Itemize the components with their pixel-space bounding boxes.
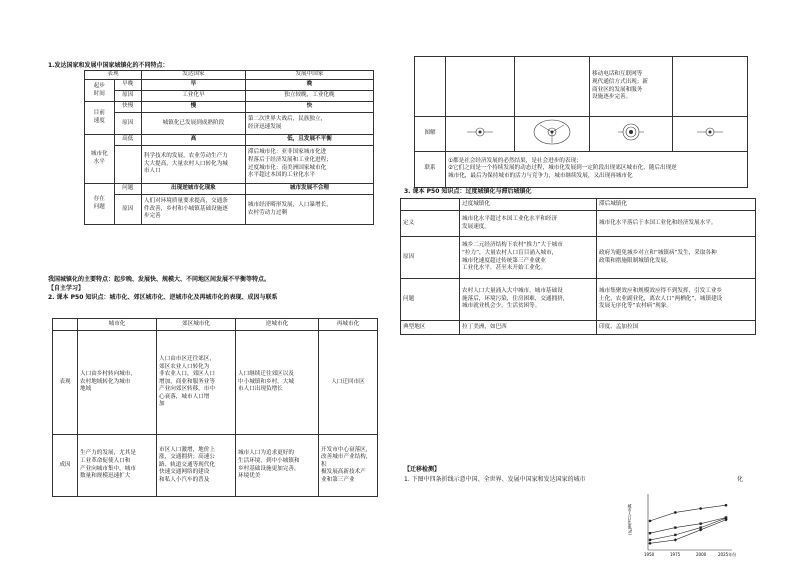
x-tick-label: 1975 (670, 552, 681, 557)
cell (114, 146, 141, 184)
cell: 人口由乡村转向城市， 农村地域转化为城市 地域 (78, 331, 157, 435)
sub-label: 原因 (114, 195, 141, 225)
row-label: 定义 (401, 211, 460, 237)
data-point (699, 507, 702, 510)
data-point (699, 522, 701, 524)
cell: 农村人口大量涌入大中城市，城市基础设 施落后，环境污染，住房困难，交通拥挤， 城市就业机会少，生活贫困等。 (460, 279, 597, 321)
data-point (674, 511, 677, 514)
data-point (649, 539, 651, 541)
x-tick-label: 2000 (696, 552, 707, 557)
urbanization-stages-table (52, 318, 378, 497)
question-text: 1. 下图中四条折线示意中国、全世界、发展中国家和发达国家的城市 (404, 476, 586, 483)
data-point (649, 532, 651, 534)
cell: 快 (245, 102, 373, 113)
cell: 拉丁美洲，如巴西 (460, 321, 597, 335)
row-label: 原因 (401, 237, 460, 279)
suburbanization-diagram-icon (530, 117, 574, 147)
header-cell: 过度城镇化 (460, 199, 597, 211)
cell: 慢 (141, 102, 245, 113)
series-line (650, 518, 726, 534)
cell: 低，且发展不平衡 (245, 135, 373, 146)
cell: 生产力的发展，尤其是 工业革命促使人口和 产业向城市集中，城市 数量和规模迅速扩大 (78, 435, 157, 497)
diagram-cell (673, 117, 748, 152)
corner-cell (53, 319, 78, 331)
header-cell: 郊区城市化 (157, 319, 236, 331)
header-cell: 发达国家 (141, 71, 245, 80)
header-cell: 表现 (85, 71, 142, 80)
cell: 政府为避免城乡对立和“城镇病”发生，采取各种 政策和措施限制城镇化发展。 (597, 237, 756, 279)
self-study-label: 【自主学习】 (48, 285, 85, 292)
cell: 城市化水平超过本国工业化水平和经济 发展速度。 (460, 211, 597, 237)
cell: 人口由市区迁往郊区， 郊区农业人口转化为 非农业人口，郊区人口 增加，商业和服务业等 产业向郊区转移，市中 心衰落，城市人口增 加 (157, 331, 236, 435)
header-cell: 逆城市化 (236, 319, 319, 331)
developed-vs-developing-table (84, 70, 374, 225)
row-label: 起步 时间 (85, 80, 115, 102)
reurbanization-diagram-icon (695, 122, 725, 142)
urbanization-diagram-icon (465, 122, 495, 142)
cell: 第二次世界大战后，民族独立， 经济迅速发展 (245, 113, 373, 135)
data-point (725, 504, 728, 507)
urbanization-line-chart (622, 488, 738, 558)
cell: 人口迁回市区 (319, 331, 378, 435)
data-point (674, 538, 677, 541)
over-under-urbanization-table (400, 198, 756, 335)
cell: 开发市中心衰落区， 改善城市产业结构，积 极发展高新技术产 业和第三产业 (319, 435, 378, 497)
header-cell: 城市化 (78, 319, 157, 331)
cell: 印度、孟加拉国 (597, 321, 756, 335)
diagram-cell (446, 117, 515, 152)
corner-cell (401, 199, 460, 211)
cell (515, 57, 590, 117)
row-label: 图解 (415, 117, 446, 152)
cell: 晚 (245, 80, 373, 91)
header-cell: 再城市化 (319, 319, 378, 331)
row-label: 表现 (53, 331, 78, 435)
cell: 人口继续迁往郊区以及 中小城镇和乡村，大城 市人口出现负增长 (236, 331, 319, 435)
sub-label: 问题 (114, 184, 141, 195)
row-label: 典型地区 (401, 321, 460, 335)
question-tail: 化 (737, 476, 744, 483)
cell: 出现逆城市化现象 (141, 184, 245, 195)
cell: 城市发展不合理 (245, 184, 373, 195)
cell: 城市人口为追求更好的 生活环境，到中小城镇和 乡村基础设施更加完善， 环境优美 (236, 435, 319, 497)
data-point (649, 520, 652, 523)
sub-label: 原因 (114, 113, 141, 135)
urbanization-relation-table (414, 56, 748, 188)
heading-1: 1.发达国家和发展中国家城镇化的不同特点： (48, 62, 169, 69)
row-label: 城市化 水平 (85, 135, 115, 184)
cell: 人们对环境质量要求提高，交通条 件改善，乡村和小城镇基础设施逐 步完善 (141, 195, 245, 225)
cell: 城市集聚效应和规模效应得不到发挥，引发工业乡 土化，农业副业化，离农人口“两栖化”，城镇建设 发展无序化等“农村病”现象。 (597, 279, 756, 321)
row-label: 联系 (415, 151, 446, 187)
practice-label: 【迁移检测】 (404, 466, 441, 473)
y-axis-label: 城市人口比重(%) (627, 504, 633, 535)
heading-3: 3. 课本 P50 知识点：过度城镇化与滞后城镇化 (404, 188, 532, 195)
sub-label: 原因 (114, 91, 141, 102)
series-line (650, 505, 726, 521)
cell (415, 57, 446, 117)
row-label: 问题 (401, 279, 460, 321)
counter-urbanization-diagram-icon (616, 120, 646, 144)
cell: 高 (141, 135, 245, 146)
cell: ①都是社会经济发展的必然结果，是社会进步的表现； ②它们之间是一个持续发展的动态过程，城市化发展到一定阶段出现郊区城市化，随后出现逆 城市化，最后为保持城市的活力与竞争力，城市继续发展，又出现再城市化 (446, 151, 748, 187)
data-point (674, 534, 676, 536)
cell: 工业化早 (141, 91, 245, 102)
header-cell: 发展中国家 (245, 71, 373, 80)
row-label: 存在 问题 (85, 184, 115, 225)
sub-label: 高低 (114, 135, 141, 146)
cell (446, 57, 515, 117)
data-point (674, 526, 676, 528)
cell: 滞后城市化：亚非国家城市化进 程落后于经济发展和工业化进程； 过度城市化：南美洲国家城市化 水平超过本国的工业化水平 (245, 146, 373, 184)
heading-2: 2. 课本 P50 知识点：城市化、郊区城市化、逆城市化及再城市化的表现、成因与联系 (48, 294, 278, 301)
cell (673, 57, 748, 117)
diagram-cell (515, 117, 590, 152)
x-tick-label: 1950 (644, 552, 655, 557)
sub-label: 快慢 (114, 102, 141, 113)
x-tick-label: 2025年份 (718, 552, 737, 557)
data-point (648, 542, 651, 545)
summary-line: 我国城镇化的主要特点：起步晚、发展快、规模大、不同地区间发展不平衡等特点。 (48, 276, 271, 283)
sub-label: 早晚 (114, 80, 141, 91)
row-label: 成因 (53, 435, 78, 497)
cell: 城市化水平落后于本国工业化和经济发展水平。 (597, 211, 756, 237)
series-line (650, 518, 726, 540)
cell: 移动电话和互联网等 现代通信方式出现；新 商业区的发展和服务 设施逐步完善。 (590, 57, 673, 117)
cell: 城乡二元经济结构下农村“推力”大于城市 “拉力”，大量农村人口盲目涌入城市， 城市化速度超过传统第三产业就业 工业化水平，甚至未开始工业化。 (460, 237, 597, 279)
row-label: 目前 速度 (85, 102, 115, 135)
cell: 科学技术的发展，农业劳动生产力 大大提高，大量农村人口转化为城 市人口 (141, 146, 245, 184)
cell: 独立较晚，工业化晚 (245, 91, 373, 102)
cell: 市区人口激增，地价上 涨，交通拥挤；高速公 路、轨道交通等现代化 快速交通网络的建设 和私人小汽车的普及 (157, 435, 236, 497)
diagram-cell (590, 117, 673, 152)
cell: 城镇化已发展到成熟阶段 (141, 113, 245, 135)
cell: 城市经济畸形发展，人口暴增长， 农村劳动力过剩 (245, 195, 373, 225)
header-cell: 滞后城镇化 (597, 199, 756, 211)
cell: 早 (141, 80, 245, 91)
